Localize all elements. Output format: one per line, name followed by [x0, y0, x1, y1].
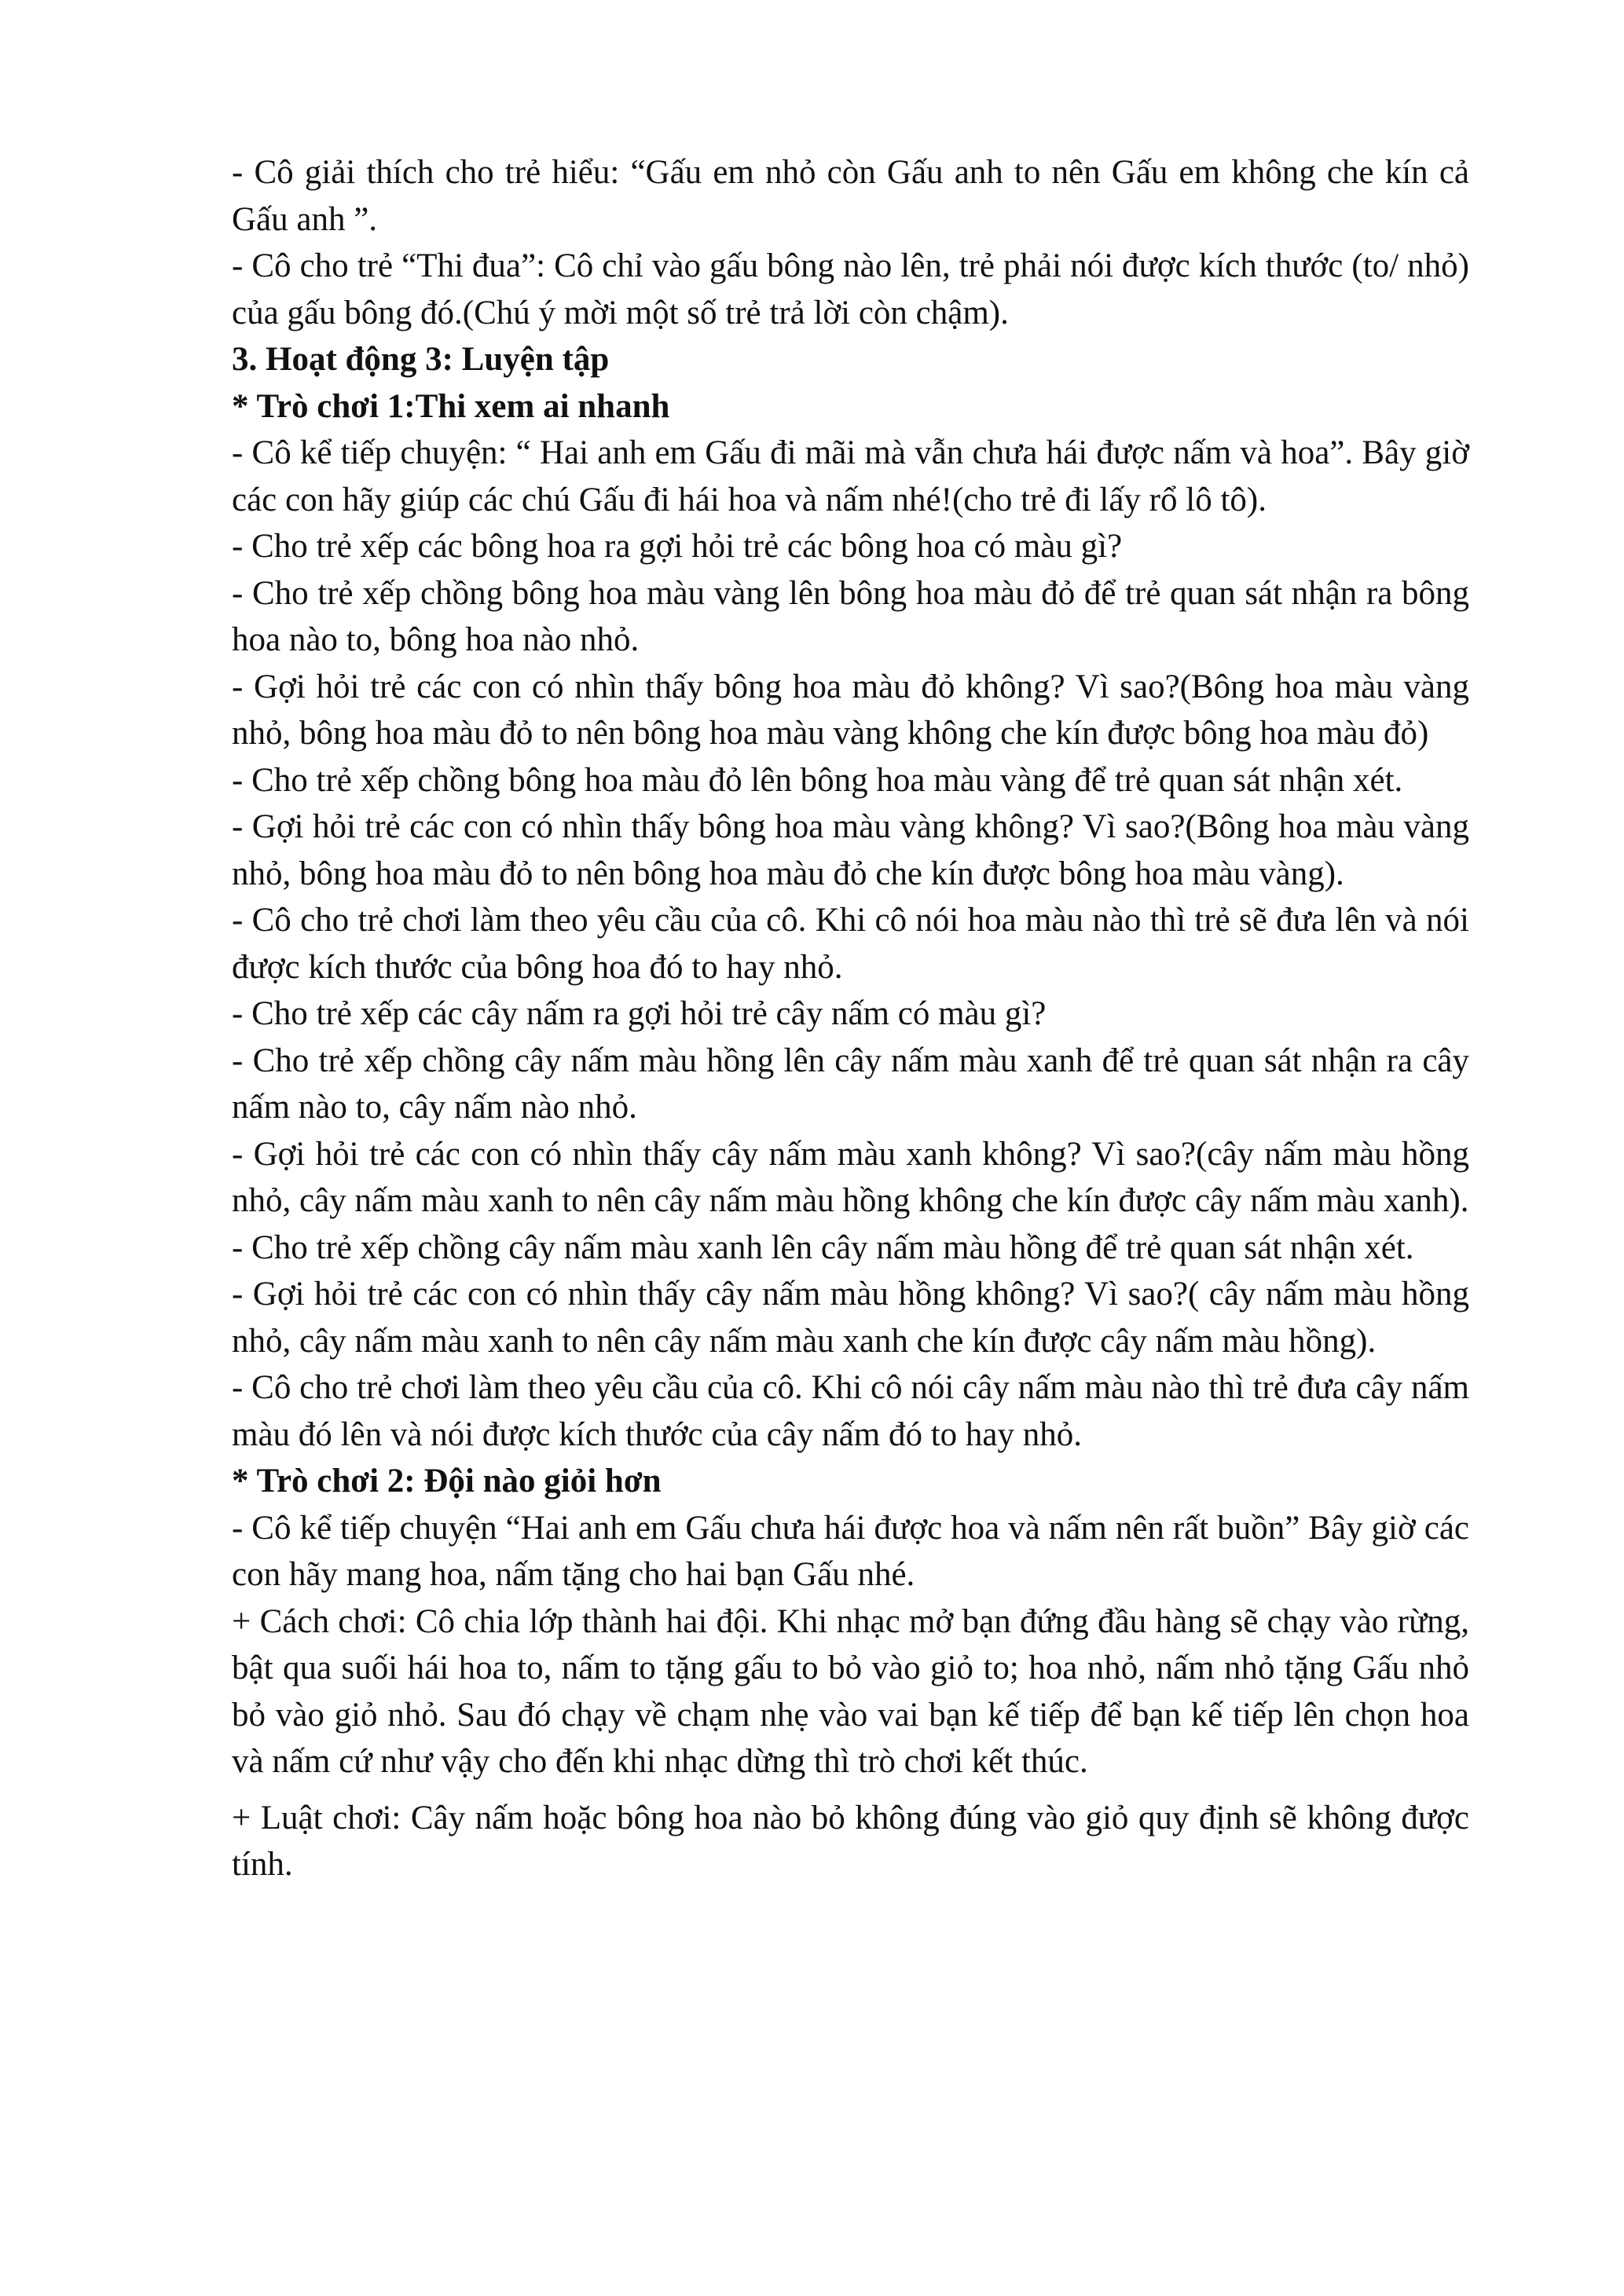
heading-hoat-dong-3: 3. Hoạt động 3: Luyện tập	[232, 341, 610, 378]
paragraph-ask-red-flower: - Gợi hỏi trẻ các con có nhìn thấy bông hoa màu đỏ không? Vì sao?(Bông hoa màu vàng nhỏ, bông hoa màu đỏ to nên bông hoa màu vàng không che kín được bông hoa màu đỏ)	[232, 668, 1469, 752]
paragraph-story-sad-bears: - Cô kể tiếp chuyện “Hai anh em Gấu chưa hái được hoa và nấm nên rất buồn” Bây giờ các con hãy mang hoa, nấm tặng cho hai bạn Gấu nhé.	[232, 1509, 1469, 1593]
heading-tro-choi-2: * Trò chơi 2: Đội nào giỏi hơn	[232, 1463, 662, 1500]
paragraph-story-continue: - Cô kể tiếp chuyện: “ Hai anh em Gấu đi mãi mà vẫn chưa hái được nấm và hoa”. Bây giờ các con hãy giúp các chú Gấu đi hái hoa và nấm nhé!(cho trẻ đi lấy rổ lô tô).	[232, 434, 1469, 518]
paragraph-stack-pink-on-green: - Cho trẻ xếp chồng cây nấm màu hồng lên cây nấm màu xanh để trẻ quan sát nhận ra cây nấm nào to, cây nấm nào nhỏ.	[232, 1042, 1469, 1126]
paragraph-thi-dua: - Cô cho trẻ “Thi đua”: Cô chỉ vào gấu bông nào lên, trẻ phải nói được kích thước (to/ nhỏ) của gấu bông đó.(Chú ý mời một số trẻ trả lời còn chậm).	[232, 247, 1469, 331]
paragraph-play-flowers: - Cô cho trẻ chơi làm theo yêu cầu của cô. Khi cô nói hoa màu nào thì trẻ sẽ đưa lên và nói được kích thước của bông hoa đó to hay nhỏ.	[232, 902, 1469, 986]
paragraph-stack-red-on-yellow: - Cho trẻ xếp chồng bông hoa màu đỏ lên bông hoa màu vàng để trẻ quan sát nhận xét.	[232, 761, 1403, 799]
paragraph-luat-choi: + Luật chơi: Cây nấm hoặc bông hoa nào bỏ không đúng vào giỏ quy định sẽ không được tính.	[232, 1799, 1469, 1883]
paragraph-cach-choi: + Cách chơi: Cô chia lớp thành hai đội. Khi nhạc mở bạn đứng đầu hàng sẽ chạy vào rừng, bật qua suối hái hoa to, nấm to tặng gấu to bỏ vào giỏ to; hoa nhỏ, nấm nhỏ tặng Gấu nhỏ bỏ vào giỏ nhỏ. Sau đó chạy về chạm nhẹ vào vai bạn kế tiếp để bạn kế tiếp lên chọn hoa và nấm cứ như vậy cho đến khi nhạc dừng thì trò chơi kết thúc.	[232, 1602, 1469, 1780]
paragraph-stack-yellow-on-red: - Cho trẻ xếp chồng bông hoa màu vàng lên bông hoa màu đỏ để trẻ quan sát nhận ra bông hoa nào to, bông hoa nào nhỏ.	[232, 574, 1469, 658]
document-page	[232, 149, 1469, 1888]
heading-tro-choi-1: * Trò chơi 1:Thi xem ai nhanh	[232, 387, 670, 425]
paragraph-ask-yellow-flower: - Gợi hỏi trẻ các con có nhìn thấy bông hoa màu vàng không? Vì sao?(Bông hoa màu vàng nhỏ, bông hoa màu đỏ to nên bông hoa màu đỏ che kín được bông hoa màu vàng).	[232, 808, 1469, 892]
paragraph-flower-colors: - Cho trẻ xếp các bông hoa ra gợi hỏi trẻ các bông hoa có màu gì?	[232, 528, 1123, 565]
paragraph-explanation: - Cô giải thích cho trẻ hiểu: “Gấu em nhỏ còn Gấu anh to nên Gấu em không che kín cả Gấu anh ”.	[232, 154, 1469, 238]
paragraph-ask-pink-mushroom: - Gợi hỏi trẻ các con có nhìn thấy cây nấm màu hồng không? Vì sao?( cây nấm màu hồng nhỏ, cây nấm màu xanh to nên cây nấm màu xanh che kín được cây nấm màu hồng).	[232, 1276, 1469, 1360]
paragraph-stack-green-on-pink: - Cho trẻ xếp chồng cây nấm màu xanh lên cây nấm màu hồng để trẻ quan sát nhận xét.	[232, 1229, 1414, 1266]
paragraph-mushroom-colors: - Cho trẻ xếp các cây nấm ra gợi hỏi trẻ cây nấm có màu gì?	[232, 995, 1047, 1032]
paragraph-play-mushrooms: - Cô cho trẻ chơi làm theo yêu cầu của cô. Khi cô nói cây nấm màu nào thì trẻ đưa cây nấm màu đó lên và nói được kích thước của cây nấm đó to hay nhỏ.	[232, 1369, 1469, 1453]
paragraph-ask-green-mushroom: - Gợi hỏi trẻ các con có nhìn thấy cây nấm màu xanh không? Vì sao?(cây nấm màu hồng nhỏ, cây nấm màu xanh to nên cây nấm màu hồng không che kín được cây nấm màu xanh).	[232, 1135, 1469, 1219]
